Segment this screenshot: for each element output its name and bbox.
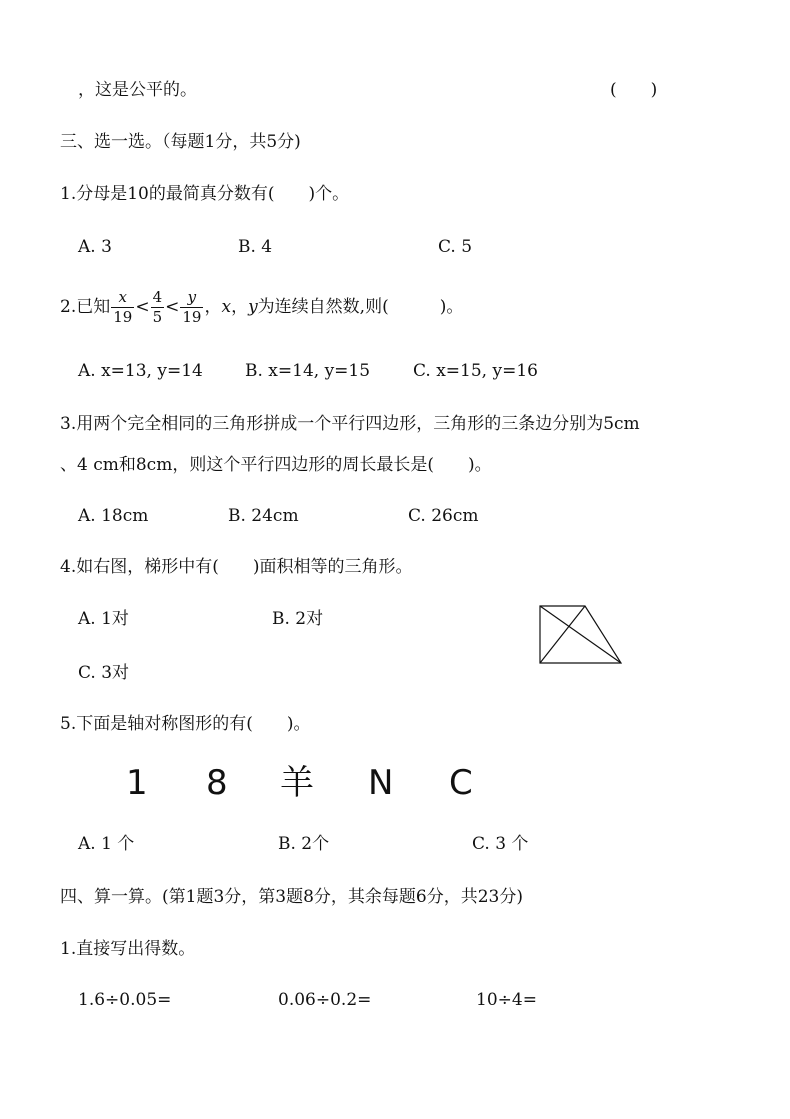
- q1-option-c[interactable]: C. 5: [438, 237, 473, 257]
- frac3-denominator: 19: [182, 308, 202, 326]
- calc-item-2: 0.06÷0.2=: [278, 990, 372, 1010]
- frac1-denominator: 19: [113, 308, 133, 326]
- frac2-numerator: 4: [152, 288, 163, 306]
- trapezoid-diagonal-2: [540, 606, 585, 663]
- trapezoid-diagonal-1: [540, 606, 621, 663]
- q3-option-a[interactable]: A. 18cm: [78, 506, 149, 526]
- s4-q1-stem: 1.直接写出得数。: [60, 939, 196, 959]
- q2-option-c[interactable]: C. x=15, y=16: [413, 361, 538, 381]
- answer-bracket[interactable]: ( ): [610, 80, 658, 100]
- section-4-heading: 四、算一算。(第1题3分，第3题8分，其余每题6分，共23分): [60, 887, 523, 907]
- symbol-1: 1: [126, 763, 148, 803]
- q3-option-b[interactable]: B. 24cm: [228, 506, 299, 526]
- q2-option-b[interactable]: B. x=14, y=15: [245, 361, 371, 381]
- symbol-n: N: [368, 763, 394, 803]
- q2-stem: [60, 287, 463, 327]
- q2-option-a[interactable]: A. x=13, y=14: [78, 361, 203, 381]
- q3-stem-line-1: 3.用两个完全相同的三角形拼成一个平行四边形，三角形的三条边分别为5cm: [60, 414, 640, 434]
- q2-suffix-a: ，: [204, 297, 222, 317]
- q5-stem: 5.下面是轴对称图形的有( )。: [60, 714, 311, 734]
- continued-statement: ，这是公平的。: [78, 80, 197, 100]
- q5-option-a[interactable]: A. 1 个: [78, 834, 135, 854]
- q2-suffix-c: 为连续自然数,则( )。: [257, 297, 464, 317]
- q4-stem: 4.如右图，梯形中有( )面积相等的三角形。: [60, 557, 413, 577]
- less-than-2: <: [165, 297, 180, 317]
- q2-prefix: 2.已知: [60, 297, 111, 317]
- less-than-1: <: [135, 297, 150, 317]
- trapezoid-diagram: [536, 602, 626, 668]
- symbol-8: 8: [206, 763, 228, 803]
- q5-option-c[interactable]: C. 3 个: [472, 834, 529, 854]
- q3-option-c[interactable]: C. 26cm: [408, 506, 479, 526]
- q2-var-y: y: [248, 297, 258, 317]
- frac2-denominator: 5: [152, 308, 163, 326]
- q1-option-a[interactable]: A. 3: [78, 237, 112, 257]
- section-3-heading: 三、选一选。（每题1分，共5分): [60, 132, 301, 152]
- q4-option-c[interactable]: C. 3对: [78, 663, 130, 683]
- q4-option-b[interactable]: B. 2对: [272, 609, 324, 629]
- q3-stem-line-2: 、4 cm和8cm，则这个平行四边形的周长最长是( )。: [60, 455, 492, 475]
- fraction-x-over-19: [111, 290, 134, 325]
- calc-item-3: 10÷4=: [476, 990, 537, 1010]
- frac1-numerator: x: [111, 290, 134, 308]
- frac3-numerator: y: [180, 290, 203, 308]
- symbol-c: C: [449, 763, 473, 803]
- calc-item-1: 1.6÷0.05=: [78, 990, 172, 1010]
- q1-stem: 1.分母是10的最简真分数有( )个。: [60, 184, 350, 204]
- q2-suffix-b: ，: [231, 297, 249, 317]
- q5-option-b[interactable]: B. 2个: [278, 834, 330, 854]
- fraction-4-over-5: [151, 290, 165, 325]
- q2-var-x: x: [221, 297, 232, 317]
- symbol-yang: 羊: [280, 763, 314, 803]
- q4-option-a[interactable]: A. 1对: [78, 609, 129, 629]
- q1-option-b[interactable]: B. 4: [238, 237, 273, 257]
- fraction-y-over-19: [180, 290, 203, 325]
